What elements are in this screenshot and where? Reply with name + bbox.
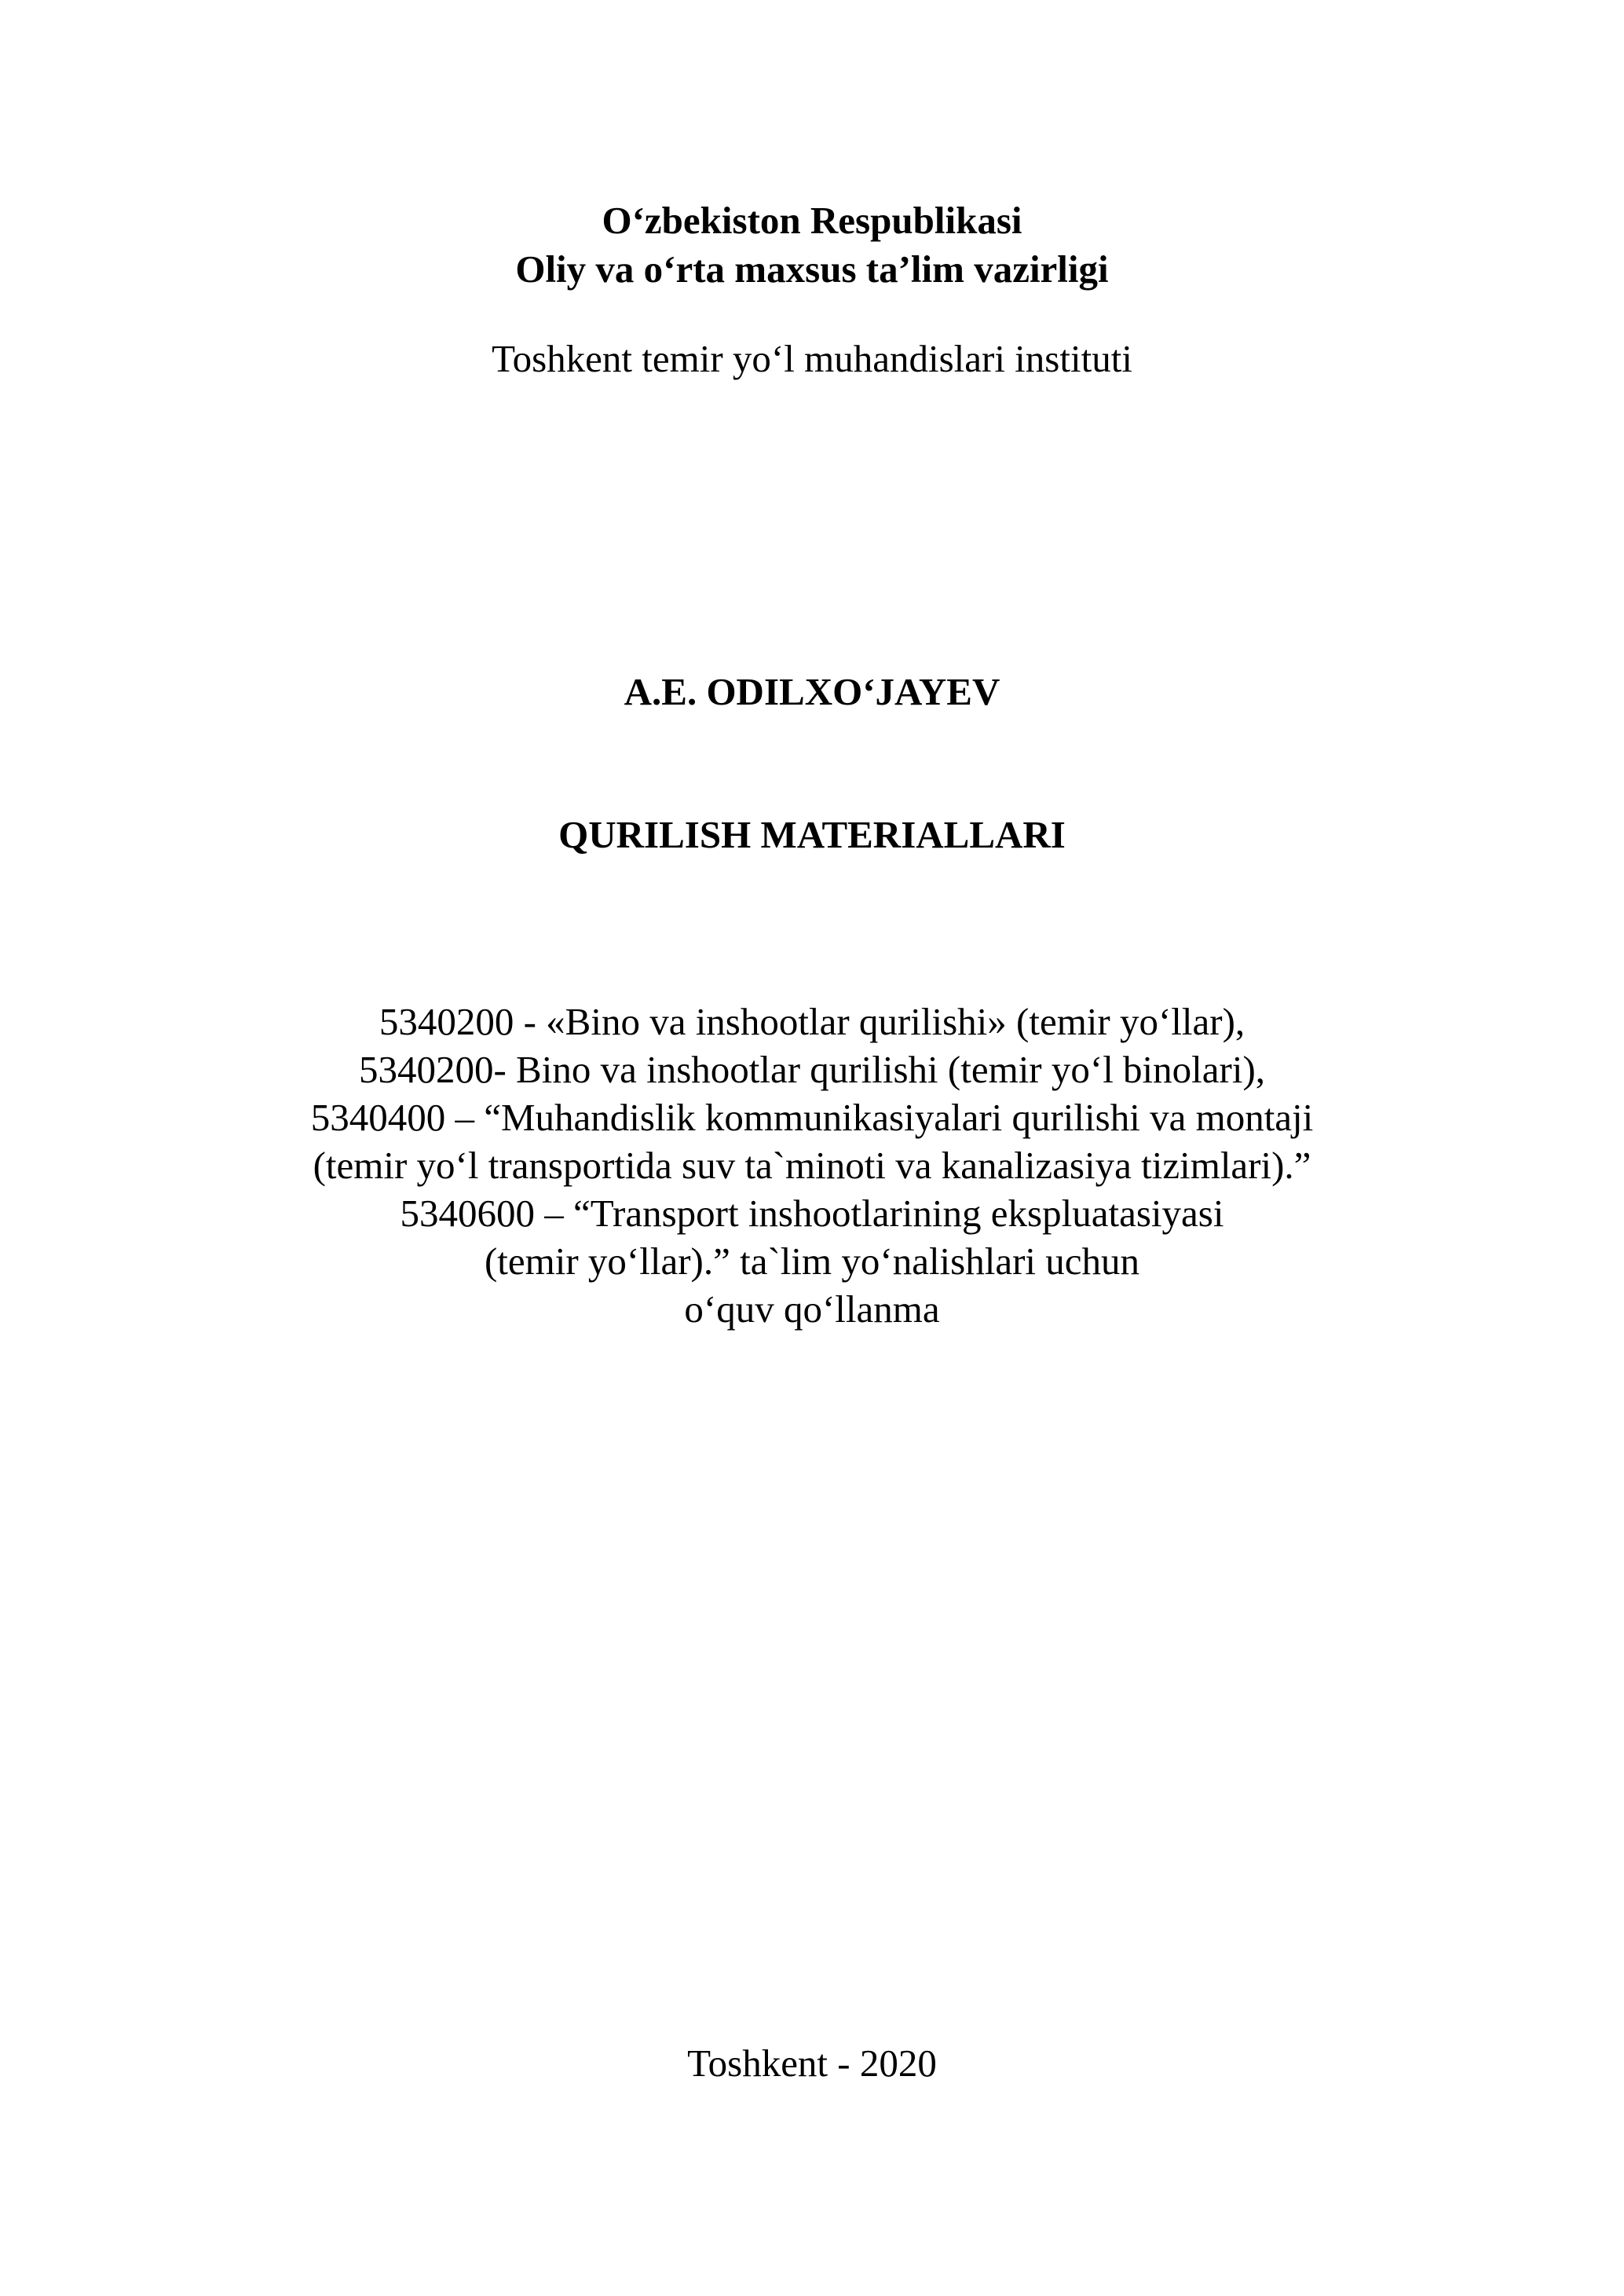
author-name: A.E. ODILXO‘JAYEV [624, 670, 1000, 713]
specialty-line: 5340600 – “Transport inshootlarining ekspluatasiyasi [400, 1192, 1224, 1235]
specialties-block [0, 998, 1624, 1333]
specialty-line: (temir yo‘l transportida suv ta`minoti va kanalizasiya tizimlari).” [313, 1144, 1311, 1187]
place-and-year: Toshkent - 2020 [687, 2041, 937, 2085]
specialty-line: 5340400 – “Muhandislik kommunikasiyalari qurilishi va montaji [310, 1096, 1314, 1139]
country-name: O‘zbekiston Respublikasi [602, 199, 1022, 242]
ministry-name: Oliy va o‘rta maxsus ta’lim vazirligi [515, 247, 1109, 291]
book-title: QURILISH MATERIALLARI [558, 813, 1066, 856]
institute-name: Toshkent temir yo‘l muhandislari instituti [492, 337, 1132, 380]
specialty-line: 5340200- Bino va inshootlar qurilishi (temir yo‘l binolari), [358, 1048, 1266, 1091]
specialty-line: (temir yo‘llar).” ta`lim yo‘nalishlari uchun [484, 1240, 1140, 1283]
document-type: o‘quv qo‘llanma [684, 1287, 940, 1331]
specialty-line: 5340200 - «Bino va inshootlar qurilishi» (temir yo‘llar), [379, 1000, 1245, 1043]
